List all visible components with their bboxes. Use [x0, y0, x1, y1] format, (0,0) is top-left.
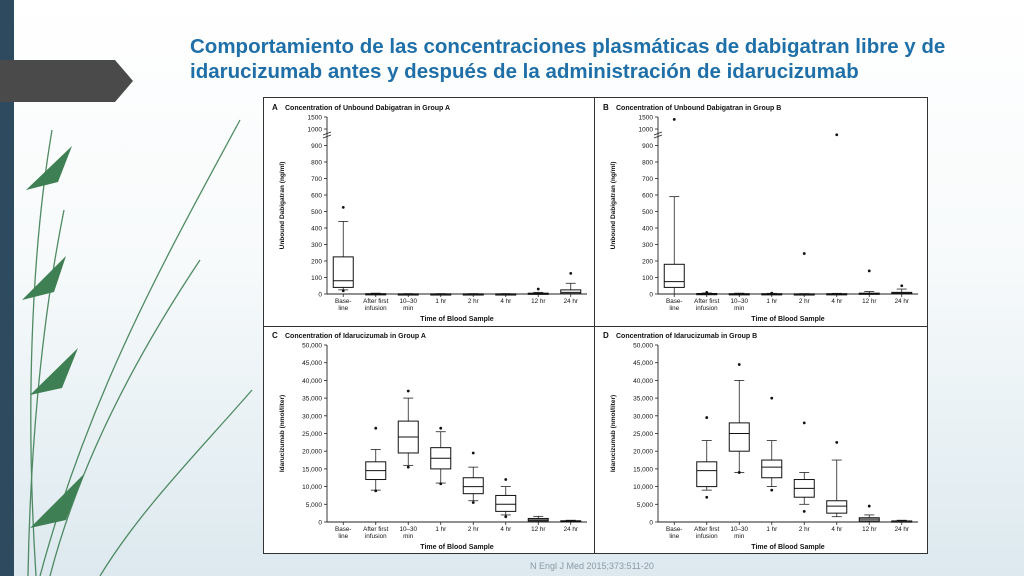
green-arrow-4 [30, 474, 84, 528]
y-tick-label: 900 [642, 143, 653, 150]
x-tick-label: line [338, 305, 349, 312]
y-tick-label: 30,000 [302, 413, 322, 421]
panel-divider-h [264, 326, 927, 327]
y-tick-label: 0 [649, 519, 653, 527]
x-tick-label: 24 hr [563, 526, 578, 533]
x-tick-label: 12 hr [862, 298, 877, 305]
y-tick-label: 20,000 [302, 448, 322, 456]
x-tick-label: min [734, 305, 745, 312]
outlier-point [407, 390, 410, 393]
y-tick-label: 35,000 [633, 395, 653, 403]
y-tick-label: 50,000 [633, 342, 653, 350]
outlier-point [738, 471, 741, 474]
y-tick-label: 700 [642, 176, 653, 183]
y-tick-label: 700 [311, 176, 322, 183]
y-tick-label: 10,000 [302, 484, 322, 492]
outlier-point [472, 452, 475, 455]
outlier-point [673, 118, 676, 121]
x-tick-label: 4 hr [500, 526, 512, 533]
x-tick-label: 10–30 [399, 298, 418, 305]
panel-b [596, 99, 926, 326]
y-tick-label: 1500 [638, 114, 653, 122]
outlier-point [705, 496, 708, 499]
x-tick-label: Base- [335, 526, 352, 533]
y-tick-label: 10,000 [633, 484, 653, 492]
x-axis-label: Time of Blood Sample [420, 316, 494, 323]
x-tick-label: 2 hr [798, 526, 810, 533]
y-tick-label: 1500 [307, 114, 322, 122]
y-tick-label: 500 [642, 209, 653, 216]
chart-c [265, 327, 595, 554]
x-tick-label: min [403, 533, 414, 540]
panel-a [265, 99, 595, 326]
outlier-point [835, 133, 838, 136]
x-tick-label: 4 hr [831, 526, 843, 533]
box [664, 264, 684, 287]
box [729, 423, 749, 451]
x-tick-label: line [669, 533, 680, 540]
y-axis-label: Unbound Dabigatran (ng/ml) [610, 161, 617, 250]
green-arrow-3 [30, 348, 78, 395]
y-tick-label: 500 [311, 209, 322, 216]
y-tick-label: 100 [642, 275, 653, 282]
y-tick-label: 100 [311, 275, 322, 282]
chart-b [596, 99, 926, 326]
outlier-point [770, 489, 773, 492]
outlier-point [439, 427, 442, 430]
outlier-point [803, 510, 806, 513]
decorative-lines [0, 0, 270, 576]
y-tick-label: 600 [311, 192, 322, 200]
y-tick-label: 400 [311, 225, 322, 233]
box [827, 501, 847, 513]
outlier-point [900, 284, 903, 287]
outlier-point [407, 466, 410, 469]
x-tick-label: 1 hr [435, 298, 447, 305]
x-tick-label: 2 hr [467, 526, 479, 533]
panel-title: Concentration of Idarucizumab in Group A [285, 333, 426, 340]
x-tick-label: line [669, 305, 680, 312]
panel-letter: A [272, 103, 278, 112]
x-tick-label: Base- [666, 526, 683, 533]
x-tick-label: 24 hr [894, 298, 909, 305]
outlier-point [374, 427, 377, 430]
x-tick-label: After first [694, 298, 720, 305]
y-tick-label: 200 [311, 258, 322, 266]
y-axis-label: Idarucizumab (nmol/liter) [610, 394, 617, 473]
x-tick-label: 4 hr [500, 298, 512, 305]
y-tick-label: 35,000 [302, 395, 322, 403]
outlier-point [504, 515, 507, 518]
outlier-point [770, 397, 773, 400]
slide-title: Comportamiento de las concentraciones plasmáticas de dabigatran libre y de idarucizumab antes y después de la administración de idarucizumab [190, 35, 946, 83]
outlier-point [705, 291, 708, 294]
x-axis-label: Time of Blood Sample [751, 544, 825, 551]
y-tick-label: 800 [642, 159, 653, 167]
chart-a [265, 99, 595, 326]
outlier-point [569, 272, 572, 275]
y-tick-label: 0 [318, 291, 322, 299]
x-tick-label: After first [694, 526, 720, 533]
y-tick-label: 300 [642, 242, 653, 249]
y-tick-label: 30,000 [633, 413, 653, 421]
y-tick-label: 25,000 [302, 431, 322, 438]
y-axis-label: Idarucizumab (nmol/liter) [279, 394, 286, 473]
y-tick-label: 40,000 [633, 377, 653, 385]
y-tick-label: 50,000 [302, 342, 322, 350]
y-tick-label: 45,000 [633, 360, 653, 368]
y-tick-label: 15,000 [302, 466, 322, 474]
y-tick-label: 1000 [307, 126, 322, 134]
x-tick-label: Base- [335, 298, 352, 305]
outlier-point [342, 206, 345, 209]
outlier-point [803, 252, 806, 255]
outlier-point [803, 421, 806, 424]
y-tick-label: 15,000 [633, 466, 653, 474]
y-tick-label: 300 [311, 242, 322, 249]
x-tick-label: Base- [666, 298, 683, 305]
citation: N Engl J Med 2015;373:511-20 [530, 561, 654, 571]
panel-c [265, 327, 595, 554]
x-tick-label: line [338, 533, 349, 540]
x-tick-label: infusion [364, 305, 387, 312]
panel-d [596, 327, 926, 554]
x-tick-label: min [403, 305, 414, 312]
outlier-point [738, 363, 741, 366]
figure-panel [263, 97, 928, 554]
outlier-point [868, 270, 871, 273]
left-slide-arrow [0, 60, 133, 102]
y-tick-label: 20,000 [633, 448, 653, 456]
outlier-point [342, 289, 345, 292]
y-tick-label: 0 [649, 291, 653, 299]
deco-curve [100, 390, 252, 576]
x-tick-label: 1 hr [435, 526, 447, 533]
box [496, 495, 516, 511]
x-tick-label: 10–30 [399, 526, 418, 533]
box [762, 460, 782, 478]
x-tick-label: 2 hr [467, 298, 479, 305]
x-tick-label: 1 hr [766, 526, 778, 533]
chart-d [596, 327, 926, 554]
x-tick-label: After first [363, 298, 389, 305]
x-tick-label: 1 hr [766, 298, 778, 305]
x-tick-label: 2 hr [798, 298, 810, 305]
box [333, 257, 353, 288]
x-tick-label: 12 hr [862, 526, 877, 533]
deco-curve [50, 260, 200, 576]
y-tick-label: 800 [311, 159, 322, 167]
panel-letter: D [603, 331, 609, 340]
outlier-point [504, 478, 507, 481]
outlier-point [835, 441, 838, 444]
outlier-point [374, 489, 377, 492]
panel-letter: C [272, 331, 278, 340]
y-tick-label: 600 [642, 192, 653, 200]
x-tick-label: 12 hr [531, 298, 546, 305]
panel-letter: B [603, 103, 609, 112]
x-tick-label: min [734, 533, 745, 540]
panel-title: Concentration of Unbound Dabigatran in Group A [285, 105, 451, 112]
y-tick-label: 900 [311, 143, 322, 150]
x-tick-label: 24 hr [563, 298, 578, 305]
box [697, 462, 717, 487]
y-tick-label: 40,000 [302, 377, 322, 385]
outlier-point [705, 416, 708, 419]
y-tick-label: 5,000 [305, 501, 322, 509]
x-tick-label: 10–30 [730, 526, 749, 533]
x-tick-label: After first [363, 526, 389, 533]
x-tick-label: infusion [364, 533, 387, 540]
panel-title: Concentration of Idarucizumab in Group B [616, 333, 758, 340]
outlier-point [770, 292, 773, 295]
y-tick-label: 0 [318, 519, 322, 527]
x-tick-label: 24 hr [894, 526, 909, 533]
y-tick-label: 45,000 [302, 360, 322, 368]
outlier-point [537, 288, 540, 291]
x-tick-label: 10–30 [730, 298, 749, 305]
green-arrow-2 [22, 256, 66, 300]
box [463, 478, 483, 494]
x-tick-label: 4 hr [831, 298, 843, 305]
outlier-point [472, 501, 475, 504]
outlier-point [439, 482, 442, 485]
panel-title: Concentration of Unbound Dabigatran in Group B [616, 105, 782, 112]
x-tick-label: infusion [695, 533, 718, 540]
x-tick-label: 12 hr [531, 526, 546, 533]
y-tick-label: 1000 [638, 126, 653, 134]
y-tick-label: 25,000 [633, 431, 653, 438]
x-axis-label: Time of Blood Sample [420, 544, 494, 551]
x-axis-label: Time of Blood Sample [751, 316, 825, 323]
y-tick-label: 400 [642, 225, 653, 233]
x-tick-label: infusion [695, 305, 718, 312]
outlier-point [868, 505, 871, 508]
y-axis-label: Unbound Dabigatran (ng/ml) [279, 161, 286, 250]
y-tick-label: 5,000 [636, 501, 653, 509]
box [561, 290, 581, 294]
y-tick-label: 200 [642, 258, 653, 266]
